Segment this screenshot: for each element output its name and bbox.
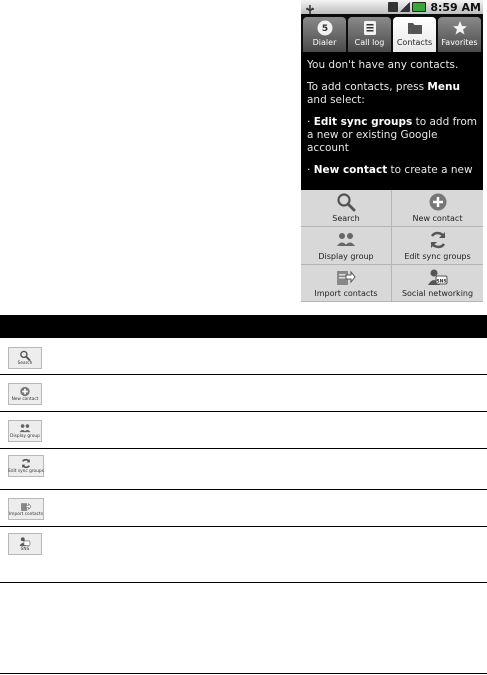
dialer-icon (317, 20, 333, 36)
status-bar (301, 0, 483, 14)
options-menu (301, 190, 483, 302)
table-row (0, 375, 487, 412)
menu-item-label: Social networking (401, 288, 474, 298)
table-icon-label: New contact (11, 397, 39, 402)
tab-label: Contacts (396, 38, 433, 47)
sync-icon (20, 458, 32, 469)
status-time: 8:59 AM (430, 0, 481, 14)
table-icon-new-contact (8, 383, 42, 405)
menu-item-label: Edit sync groups (404, 251, 471, 261)
menu-item-label: Display group (318, 251, 374, 261)
phone-screenshot (301, 0, 483, 302)
table-icon-label: Import contacts (9, 512, 43, 517)
call-log-icon (362, 20, 378, 36)
tab-favorites[interactable] (438, 17, 481, 52)
table-icon-sns (8, 533, 42, 555)
menu-item-label: Import contacts (314, 288, 378, 298)
3g-icon (388, 2, 398, 12)
bullet-new-contact: · New contact to create a new (307, 164, 473, 176)
table-icon-label: Edit sync groups (8, 469, 44, 474)
import-icon (20, 501, 32, 512)
menu-item-import-contacts[interactable] (301, 265, 392, 302)
bullet-edit-sync: · Edit sync groups to add from a new or existing Google account (307, 116, 478, 154)
svg-text:5: 5 (321, 24, 328, 34)
page-footer-rule (0, 673, 487, 674)
usb-icon (305, 1, 315, 12)
sns-icon (428, 267, 448, 287)
no-contacts-text: You don't have any contacts. (307, 59, 459, 71)
signal-icon (400, 2, 410, 12)
table-row (0, 412, 487, 449)
sns-icon (19, 536, 31, 547)
menu-item-social-networking[interactable] (392, 265, 483, 302)
menu-item-new-contact[interactable] (392, 190, 483, 227)
add-icon (428, 192, 448, 212)
tab-bar (301, 14, 483, 52)
table-row (0, 338, 487, 375)
table-icon-import-contacts (8, 498, 44, 520)
sync-icon (428, 230, 448, 250)
add-icon (19, 386, 31, 397)
table-icon-display-group (8, 420, 42, 442)
table-row (0, 527, 487, 583)
svg-text:SNS: SNS (435, 279, 447, 285)
tab-dialer[interactable] (303, 17, 346, 52)
instructions-text: To add contacts, press Menu and select: (307, 81, 460, 106)
tab-label: Call log (354, 38, 385, 47)
menu-item-display-group[interactable] (301, 227, 392, 264)
table-row (0, 449, 487, 490)
tab-contacts[interactable] (393, 17, 436, 52)
search-icon (336, 192, 356, 212)
table-icon-label: Display group (10, 434, 40, 439)
tab-label: Favorites (441, 38, 478, 47)
battery-icon (412, 2, 426, 12)
menu-item-label: New contact (412, 214, 463, 224)
contacts-icon (407, 20, 423, 36)
tab-call-log[interactable] (348, 17, 391, 52)
table-icon-search (8, 347, 42, 369)
search-icon (19, 350, 31, 361)
table-row (0, 490, 487, 527)
table-icon-label: SNS (20, 547, 30, 552)
star-icon (452, 20, 468, 36)
group-icon (19, 423, 31, 434)
tab-label: Dialer (312, 38, 337, 47)
menu-item-edit-sync-groups[interactable] (392, 227, 483, 264)
table-icon-label: Search (17, 361, 33, 366)
menu-item-label: Search (332, 214, 360, 224)
table-header-bar (0, 315, 487, 338)
menu-item-search[interactable] (301, 190, 392, 227)
import-icon (336, 267, 356, 287)
table-icon-edit-sync-groups (8, 455, 44, 477)
group-icon (336, 230, 356, 250)
